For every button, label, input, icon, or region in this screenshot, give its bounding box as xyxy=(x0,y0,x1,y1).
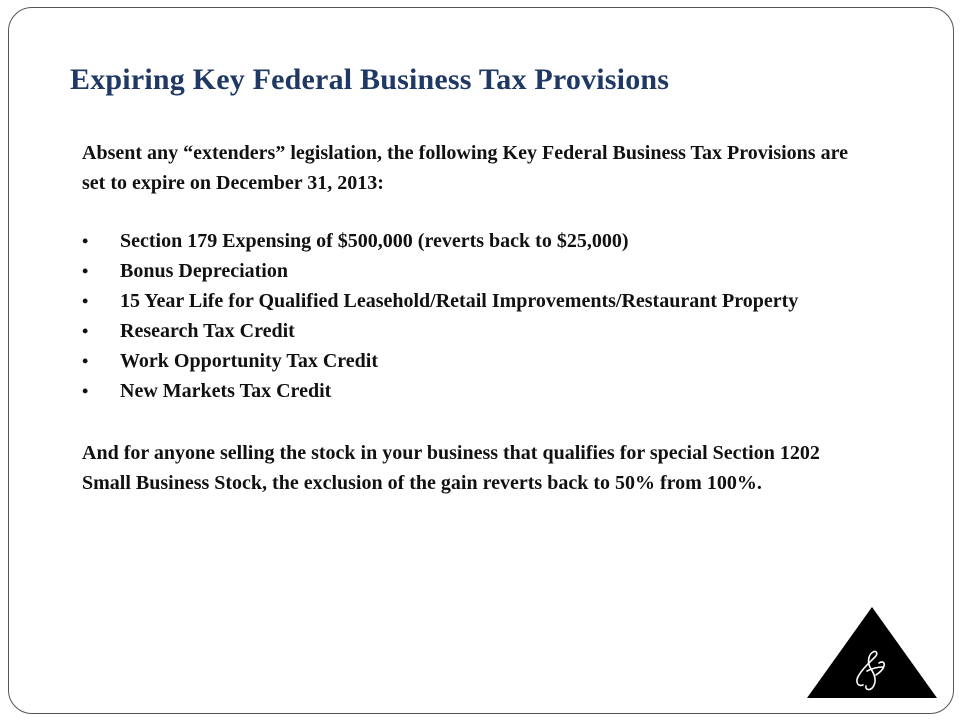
closing-paragraph: And for anyone selling the stock in your business that qualifies for special Section 1202 Small Business Stock, the exclusion of the gain reverts back to 50% from 100%. xyxy=(82,442,820,494)
provisions-list xyxy=(82,226,862,406)
bullet-icon: • xyxy=(82,381,89,401)
bullet-icon: • xyxy=(82,291,89,311)
list-item xyxy=(82,316,862,346)
list-item xyxy=(82,376,862,406)
bullet-icon: • xyxy=(82,261,89,281)
slide-title: Expiring Key Federal Business Tax Provisions xyxy=(70,63,670,96)
bullet-icon: • xyxy=(82,351,89,371)
list-item-text: 15 Year Life for Qualified Leasehold/Retail Improvements/Restaurant Property xyxy=(120,290,799,312)
list-item xyxy=(82,346,862,376)
bullet-icon: • xyxy=(82,231,89,251)
list-item-text: Bonus Depreciation xyxy=(120,260,288,282)
list-item-text: New Markets Tax Credit xyxy=(120,380,332,402)
triangle-monogram-logo-icon xyxy=(805,605,939,700)
list-item-text: Research Tax Credit xyxy=(120,320,295,342)
list-item xyxy=(82,256,862,286)
list-item-text: Section 179 Expensing of $500,000 (reverts back to $25,000) xyxy=(120,230,629,252)
list-item-text: Work Opportunity Tax Credit xyxy=(120,350,379,372)
slide-body xyxy=(82,138,862,498)
list-item xyxy=(82,226,862,256)
intro-paragraph: Absent any “extenders” legislation, the following Key Federal Business Tax Provisions are set to expire on December 31, 2013: xyxy=(82,142,848,194)
list-item xyxy=(82,286,862,316)
bullet-icon: • xyxy=(82,321,89,341)
